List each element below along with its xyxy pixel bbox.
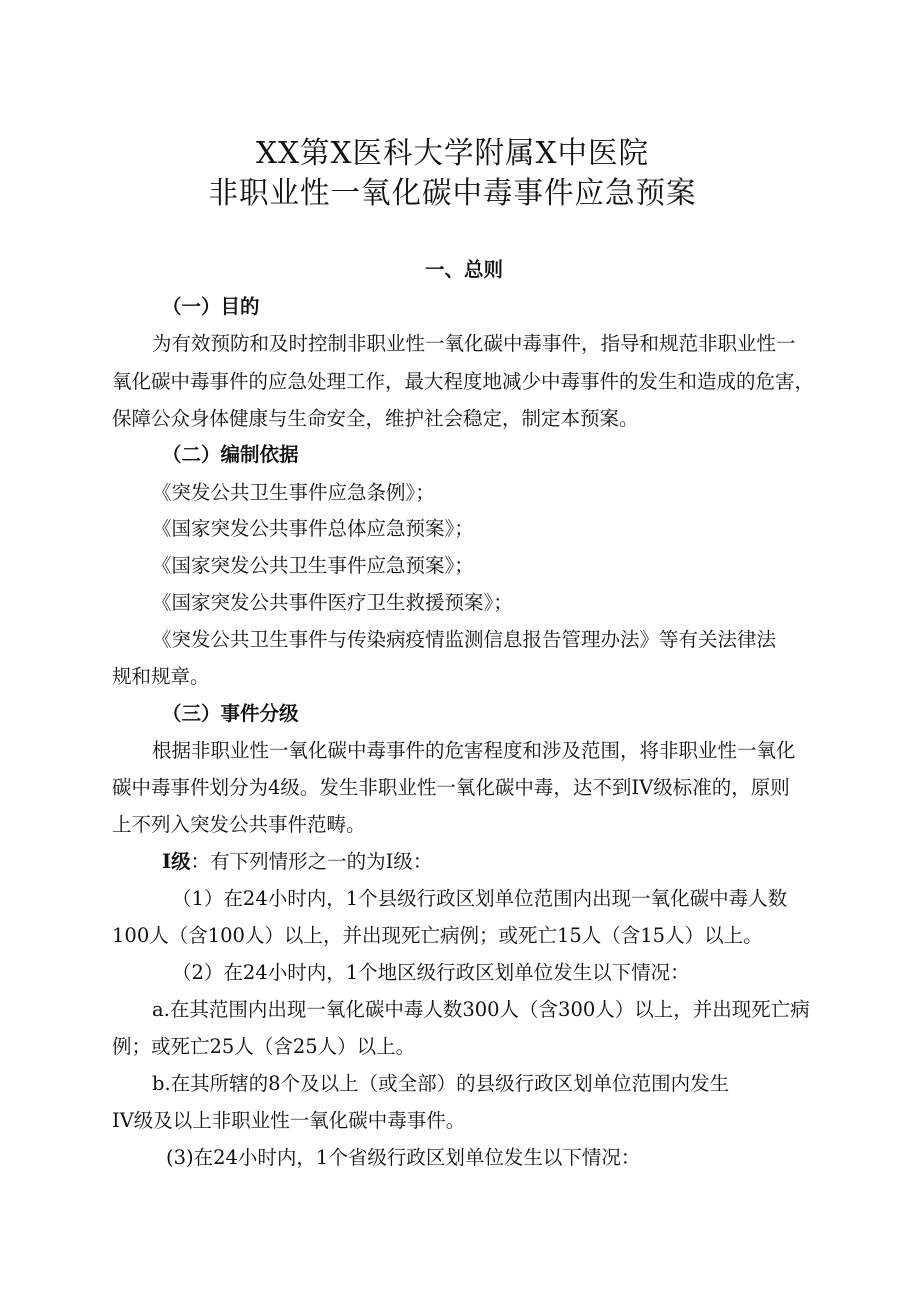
criteria-line: b.在其所辖的8个及以上（或全部）的县级行政区划单位范围内发生 <box>152 1072 730 1095</box>
document-title-line1: XX第X医科大学附属X中医院 <box>256 136 649 171</box>
basis-item: 《国家突发公共事件医疗卫生救援预案》； <box>152 591 513 614</box>
paragraph-line: 根据非职业性一氧化碳中毒事件的危害程度和涉及范围，将非职业性一氧化 <box>152 739 796 762</box>
document-title-line2: 非职业性一氧化碳中毒事件应急预案 <box>208 176 697 211</box>
basis-item: 规和规章。 <box>112 665 210 688</box>
paragraph-line: 碳中毒事件划分为4级。发生非职业性一氧化碳中毒，达不到IV级标准的，原则 <box>112 776 790 799</box>
subsection-heading-grading: （三）事件分级 <box>162 702 299 725</box>
criteria-line: IV级及以上非职业性一氧化碳中毒事件。 <box>112 1109 466 1132</box>
basis-item: 《突发公共卫生事件与传染病疫情监测信息报告管理办法》等有关法律法 <box>152 628 777 651</box>
level-one-intro <box>162 852 432 872</box>
paragraph-line: 上不列入突发公共事件范畴。 <box>112 813 366 836</box>
paragraph-line: 为有效预防和及时控制非职业性一氧化碳中毒事件，指导和规范非职业性一 <box>152 332 796 355</box>
basis-item: 《国家突发公共事件总体应急预案》； <box>152 517 474 540</box>
section-heading: 一、总则 <box>425 258 504 281</box>
paragraph-line: 保障公众身体健康与生命安全，维护社会稳定，制定本预案。 <box>112 407 639 430</box>
level-one-text: ：有下列情形之一的为I级： <box>190 850 433 873</box>
criteria-line: a.在其范围内出现一氧化碳中毒人数300人（含300人）以上，并出现死亡病 <box>152 998 810 1021</box>
criteria-line: 例；或死亡25人（含25人）以上。 <box>112 1035 416 1058</box>
criteria-line: (3)在24小时内，1个省级行政区划单位发生以下情况： <box>166 1146 641 1169</box>
basis-item: 《国家突发公共卫生事件应急预案》； <box>152 554 474 577</box>
criteria-line: （2）在24小时内，1个地区级行政区划单位发生以下情况： <box>172 961 690 984</box>
basis-item: 《突发公共卫生事件应急条例》； <box>152 481 435 504</box>
criteria-line: （1）在24小时内，1个县级行政区划单位范围内出现一氧化碳中毒人数 <box>172 887 788 910</box>
criteria-line: 100人（含100人）以上，并出现死亡病例；或死亡15人（含15人）以上。 <box>112 924 763 947</box>
subsection-heading-purpose: （一）目的 <box>162 295 260 318</box>
subsection-heading-basis: （二）编制依据 <box>162 443 299 466</box>
paragraph-line: 氧化碳中毒事件的应急处理工作，最大程度地减少中毒事件的发生和造成的危害， <box>112 370 815 393</box>
level-one-label: I级 <box>162 850 191 873</box>
